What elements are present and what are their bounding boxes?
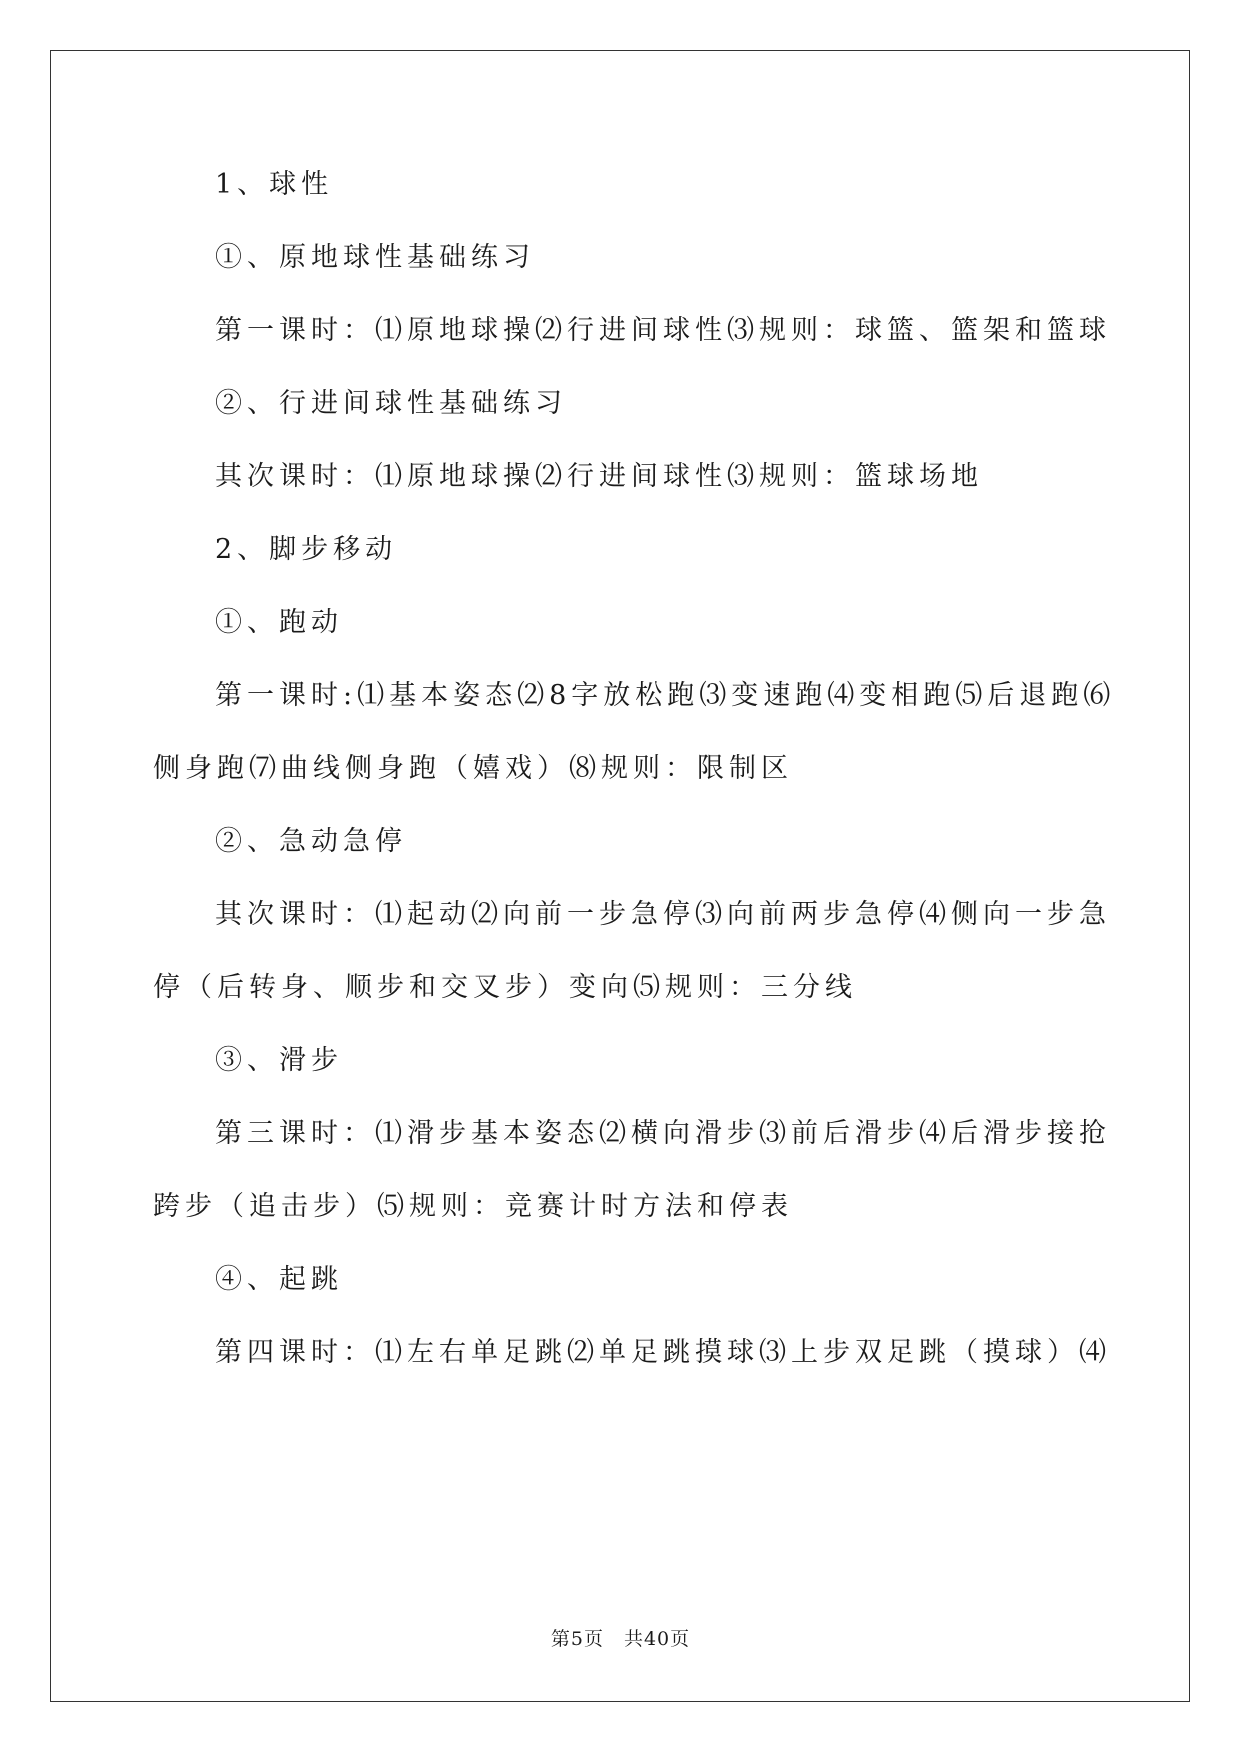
lesson-three-sliding-cont: 跨步（追击步）⑸规则：竞赛计时方法和停表 — [153, 1191, 793, 1222]
lesson-one-running: 第一课时:⑴基本姿态⑵8字放松跑⑶变速跑⑷变相跑⑸后退跑⑹ — [215, 680, 1116, 711]
lesson-four-jumping: 第四课时：⑴左右单足跳⑵单足跳摸球⑶上步双足跳（摸球）⑷ — [215, 1337, 1111, 1368]
heading-ball-sense: 1、球性 — [215, 169, 334, 200]
lesson-one-running-cont: 侧身跑⑺曲线侧身跑（嬉戏）⑻规则：限制区 — [153, 753, 793, 784]
page-number-footer: 第5页 共40页 — [550, 1628, 691, 1650]
lesson-two-ball-sense: 其次课时：⑴原地球操⑵行进间球性⑶规则：篮球场地 — [215, 461, 983, 492]
page-border — [50, 50, 1190, 1702]
lesson-one-ball-sense: 第一课时：⑴原地球操⑵行进间球性⑶规则：球篮、篮架和篮球 — [215, 315, 1111, 346]
heading-footwork: 2、脚步移动 — [215, 534, 398, 565]
subheading-sliding: ③、滑步 — [215, 1045, 343, 1076]
subheading-jumping: ④、起跳 — [215, 1264, 343, 1295]
lesson-two-stop: 其次课时：⑴起动⑵向前一步急停⑶向前两步急停⑷侧向一步急 — [215, 899, 1111, 930]
lesson-two-stop-cont: 停（后转身、顺步和交叉步）变向⑸规则：三分线 — [153, 972, 857, 1003]
subheading-sudden-stop: ②、急动急停 — [215, 826, 407, 857]
lesson-three-sliding: 第三课时：⑴滑步基本姿态⑵横向滑步⑶前后滑步⑷后滑步接抢 — [215, 1118, 1111, 1149]
subheading-stationary-practice: ①、原地球性基础练习 — [215, 242, 535, 273]
subheading-running: ①、跑动 — [215, 607, 343, 638]
subheading-moving-practice: ②、行进间球性基础练习 — [215, 388, 567, 419]
